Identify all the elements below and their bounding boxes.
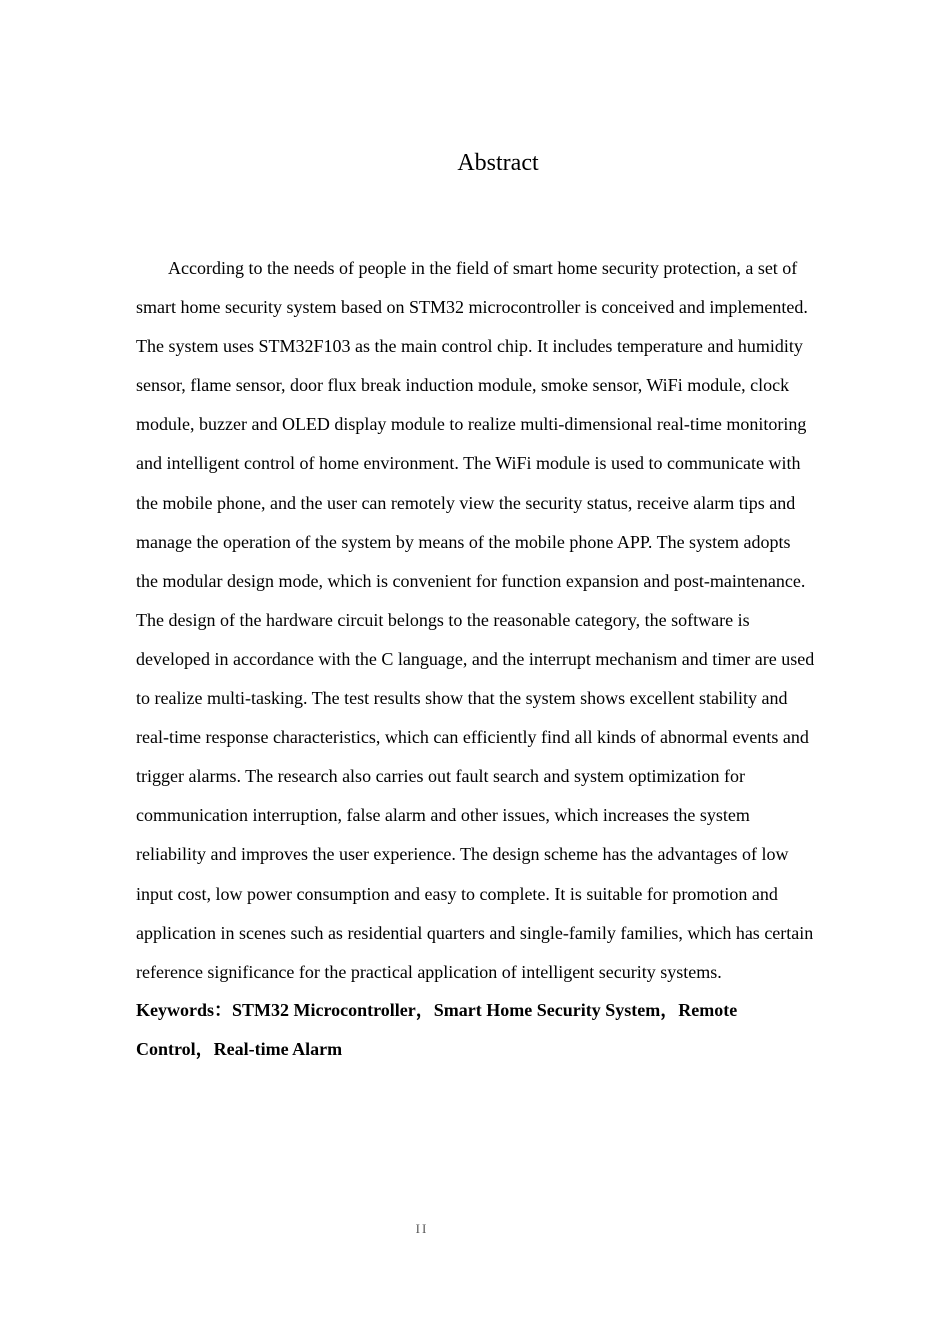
abstract-line: manage the operation of the system by means of the mobile phone APP. The system adopts <box>136 531 791 552</box>
abstract-body <box>136 249 858 992</box>
abstract-line: input cost, low power consumption and easy to complete. It is suitable for promotion and <box>136 883 778 904</box>
abstract-line: sensor, flame sensor, door flux break induction module, smoke sensor, WiFi module, clock <box>136 375 790 396</box>
abstract-line: trigger alarms. The research also carries out fault search and system optimization for <box>136 766 745 787</box>
abstract-line: The design of the hardware circuit belongs to the reasonable category, the software is <box>136 609 750 630</box>
abstract-line: The system uses STM32F103 as the main control chip. It includes temperature and humidity <box>136 336 803 357</box>
page-number: II <box>415 1221 429 1236</box>
abstract-line: application in scenes such as residential quarters and single-family families, which has certain <box>136 922 814 943</box>
abstract-line: developed in accordance with the C language, and the interrupt mechanism and timer are used <box>136 648 815 669</box>
abstract-line: smart home security system based on STM32 microcontroller is conceived and implemented. <box>136 297 808 318</box>
abstract-line: module, buzzer and OLED display module to realize multi-dimensional real-time monitoring <box>136 414 807 435</box>
abstract-line: the mobile phone, and the user can remotely view the security status, receive alarm tips and <box>136 492 796 513</box>
abstract-line: the modular design mode, which is convenient for function expansion and post-maintenance. <box>136 570 806 591</box>
keywords-section <box>136 991 858 1069</box>
keywords-line: Keywords：STM32 Microcontroller，Smart Home Security System，Remote <box>136 1000 738 1020</box>
abstract-line: reliability and improves the user experience. The design scheme has the advantages of low <box>136 844 789 865</box>
keywords-line: Control，Real-time Alarm <box>136 1039 343 1060</box>
abstract-title: Abstract <box>457 150 539 176</box>
abstract-line: real-time response characteristics, which can efficiently find all kinds of abnormal events and <box>136 727 809 748</box>
abstract-line: According to the needs of people in the field of smart home security protection, a set of <box>168 258 798 278</box>
abstract-line: reference significance for the practical application of intelligent security systems. <box>136 961 722 982</box>
abstract-line: communication interruption, false alarm and other issues, which increases the system <box>136 805 750 826</box>
abstract-line: to realize multi-tasking. The test results show that the system shows excellent stability and <box>136 688 788 709</box>
abstract-line: and intelligent control of home environment. The WiFi module is used to communicate with <box>136 453 801 474</box>
